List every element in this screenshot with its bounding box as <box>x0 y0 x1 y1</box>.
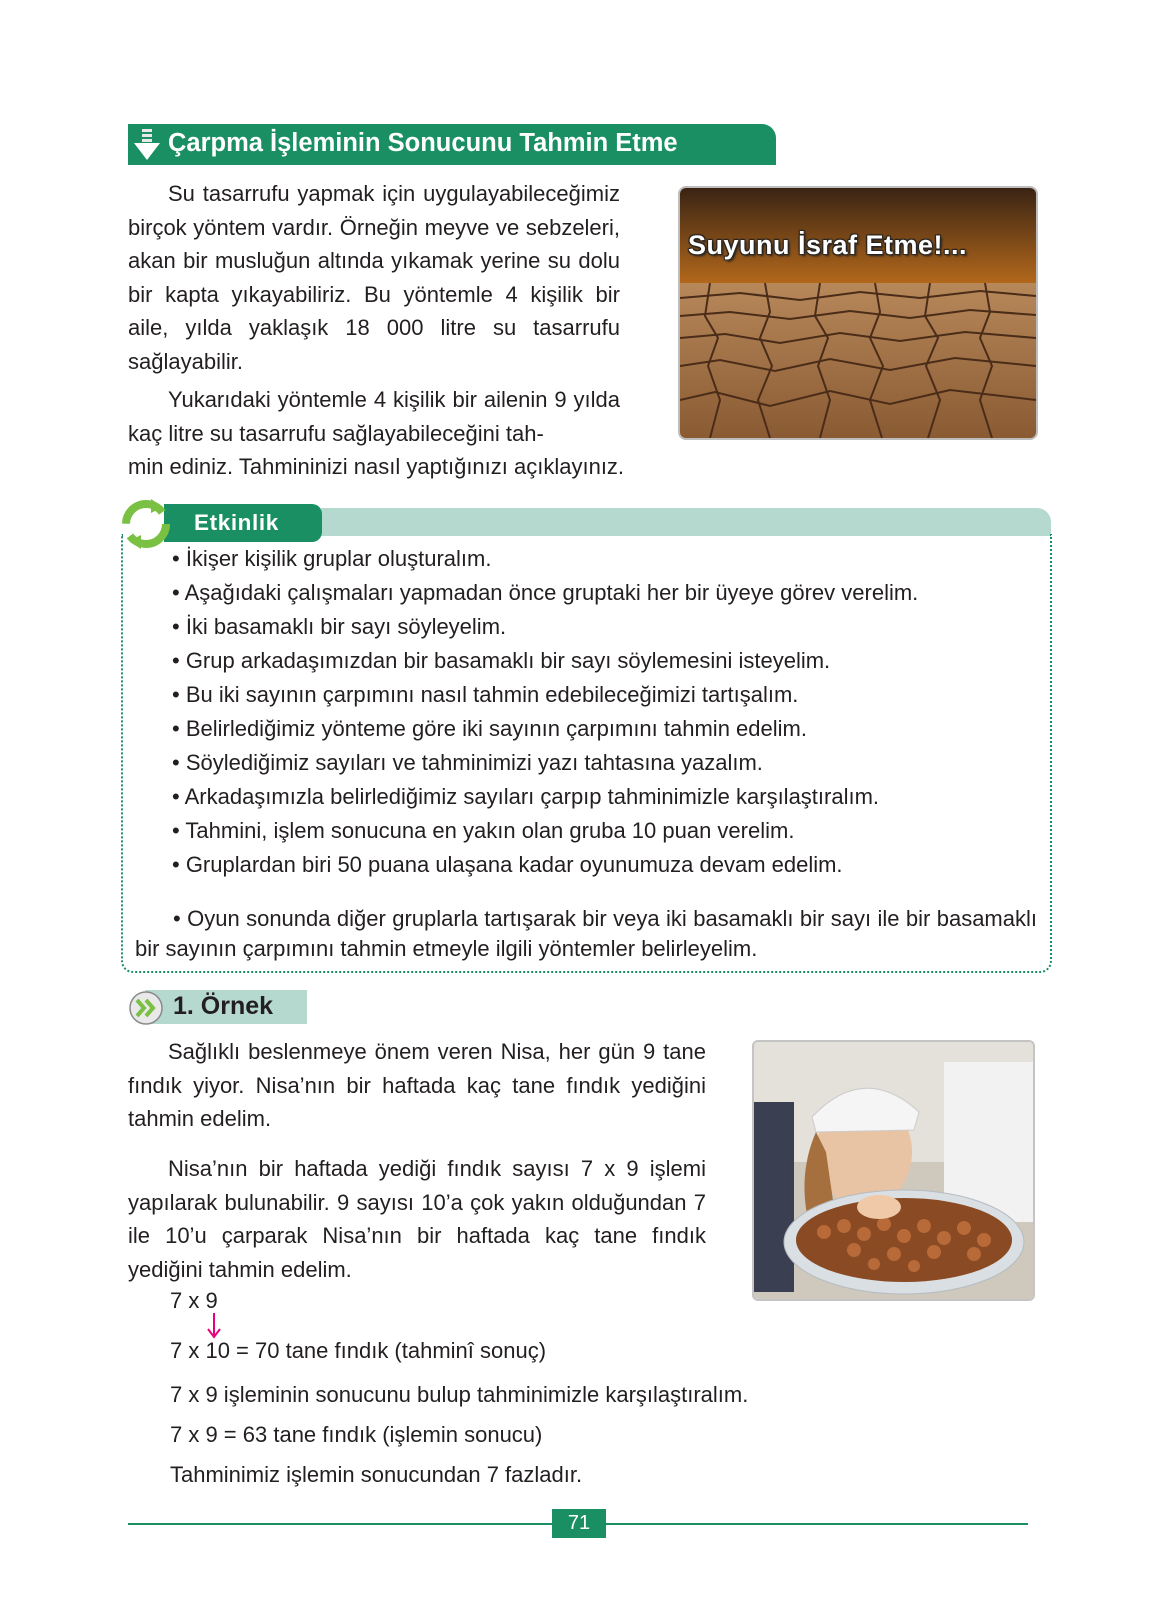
image-caption: Suyunu İsraf Etme!... <box>688 230 968 260</box>
activity-label <box>164 504 322 542</box>
example-paragraph-1: Sağlıklı beslenmeye önem veren Nisa, her gün 9 tane fındık yiyor. Nisa’nın bir haftada kaç tane fındık yediğini tahmin edelim. <box>128 1039 706 1131</box>
activity-item: • Gruplardan biri 50 puana ulaşana kadar oyunumuza devam edelim. <box>172 852 843 877</box>
page-number: 71 <box>552 1509 606 1538</box>
example-title: 1. Örnek <box>173 992 274 1020</box>
activity-title: Etkinlik <box>194 510 279 535</box>
example-header <box>145 990 307 1024</box>
recycle-arrows-icon <box>121 497 171 551</box>
down-arrow-icon <box>132 128 162 162</box>
activity-header-band <box>321 508 1051 536</box>
section-header <box>128 124 776 165</box>
activity-item: • İki basamaklı bir sayı söyleyelim. <box>172 614 507 639</box>
compare-text: 7 x 9 işleminin sonucunu bulup tahminimizle karşılaştıralım. <box>170 1382 749 1407</box>
example-paragraph-2: Nisa’nın bir haftada yediği fındık sayısı 7 x 9 işlemi yapılarak bulunabilir. 9 sayısı 10’a çok yakın olduğundan 7 ile 10’u çarparak Nisa’nın bir haftada kaç tane fındık yediğini tahmin edelim. <box>128 1156 706 1282</box>
activity-item: • Aşağıdaki çalışmaları yapmadan önce gruptaki her bir üyeye görev verelim. <box>172 580 919 605</box>
section-title: Çarpma İşleminin Sonucunu Tahmin Etme <box>168 129 678 157</box>
activity-item: • Grup arkadaşımızdan bir basamaklı bir sayı söylemesini isteyelim. <box>172 648 831 673</box>
activity-item-last: • Oyun sonunda diğer gruplarla tartışarak bir veya iki basamaklı bir sayı ile bir basamaklı bir sayının çarpımını tahmin etmeyle ilgili yöntemler belirleyelim. <box>135 906 1037 961</box>
activity-item: • Arkadaşımızla belirlediğimiz sayıları çarpıp tahminimizle karşılaştıralım. <box>172 784 880 809</box>
equation-3: 7 x 9 = 63 tane fındık (işlemin sonucu) <box>170 1422 543 1447</box>
activity-item: • Belirlediğimiz yönteme göre iki sayının çarpımını tahmin edelim. <box>172 716 807 741</box>
activity-item: • Bu iki sayının çarpımını nasıl tahmin edebileceğimizi tartışalım. <box>172 682 799 707</box>
equation-2: 7 x 10 = 70 tane fındık (tahminî sonuç) <box>170 1338 547 1363</box>
activity-item: • İkişer kişilik gruplar oluşturalım. <box>172 546 492 571</box>
intro-paragraph-1: Su tasarrufu yapmak için uygulayabileceğimiz birçok yöntem vardır. Örneğin meyve ve sebzeleri, akan bir musluğun altında yıkamak yerine su dolu bir kapta yıkayabiliriz. Bu yöntemle 4 kişilik bir aile, yılda yaklaşık 18 000 litre su tasarrufu sağlayabilir. <box>128 181 620 374</box>
activity-item: • Tahmini, işlem sonucuna en yakın olan gruba 10 puan verelim. <box>172 818 795 843</box>
double-chevron-icon <box>128 990 164 1026</box>
conclusion-text: Tahminimiz işlemin sonucundan 7 fazladır. <box>170 1462 583 1487</box>
activity-item: • Söylediğimiz sayıları ve tahminimizi yazı tahtasına yazalım. <box>172 750 763 775</box>
girl-hazelnuts-photo <box>752 1040 1035 1301</box>
down-arrow-icon <box>206 1313 222 1341</box>
equation-1: 7 x 9 <box>170 1288 218 1313</box>
intro-paragraph-2a: Yukarıdaki yöntemle 4 kişilik bir ailenin 9 yılda kaç litre su tasarrufu sağlayabileceğini tah- <box>128 387 620 446</box>
intro-paragraph-2b: min ediniz. Tahmininizi nasıl yaptığınızı açıklayınız. <box>128 454 625 479</box>
drought-image <box>678 186 1038 440</box>
